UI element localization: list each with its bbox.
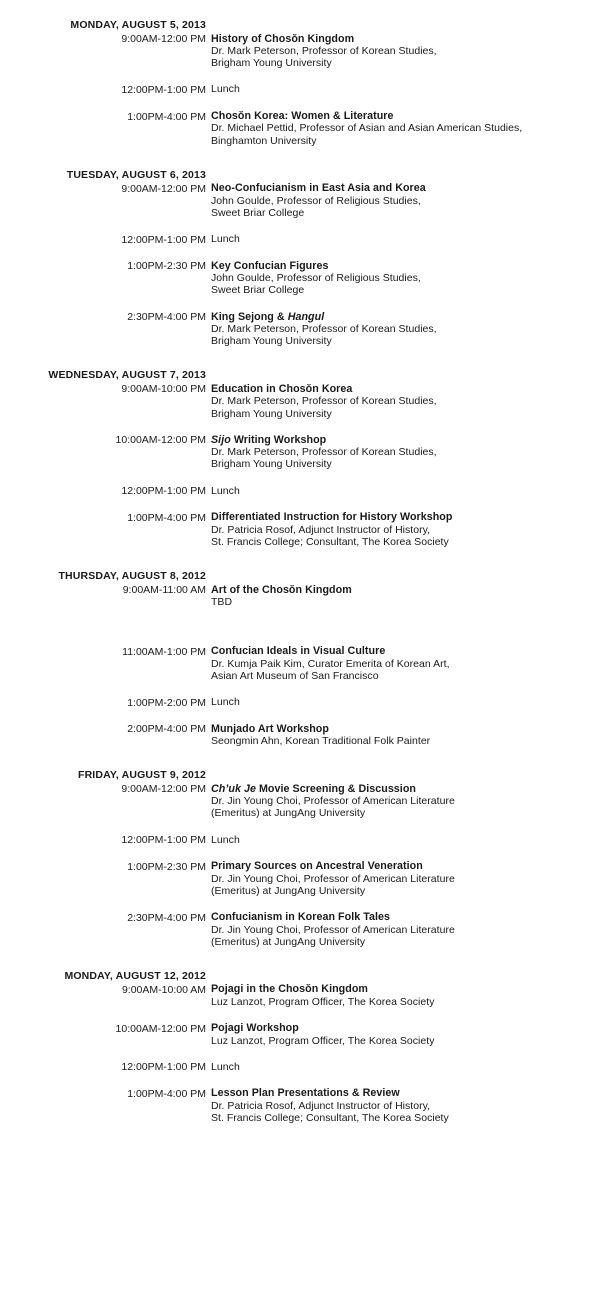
day-block bbox=[0, 369, 616, 548]
day-header: TUESDAY, AUGUST 6, 2013 bbox=[66, 168, 206, 181]
entry-title: Chosŏn Korea: Women & Literature bbox=[211, 110, 394, 123]
entry-title: Lunch bbox=[211, 1060, 240, 1073]
entry-title: History of Chosŏn Kingdom bbox=[211, 32, 355, 45]
entry-title-emphasis: Sijo bbox=[211, 433, 231, 446]
day-block bbox=[0, 769, 616, 948]
entry-description-line: St. Francis College; Consultant, The Korea Society bbox=[211, 535, 449, 548]
entry-title-text: King Sejong & bbox=[211, 310, 288, 323]
entry-title: Lunch bbox=[211, 833, 240, 846]
entry-description-line: Binghamton University bbox=[211, 134, 317, 147]
entry-title: Primary Sources on Ancestral Veneration bbox=[211, 860, 423, 873]
entry-body bbox=[211, 1022, 616, 1047]
entry-description-line: Sweet Briar College bbox=[211, 284, 305, 297]
entry-title: Lunch bbox=[211, 83, 240, 96]
entry-title: Lunch bbox=[211, 233, 240, 246]
entry-title: Pojagi in the Chosŏn Kingdom bbox=[211, 983, 368, 996]
entry-time: 2:30PM-4:00 PM bbox=[127, 311, 206, 324]
entry-body bbox=[211, 182, 616, 219]
day-header: FRIDAY, AUGUST 9, 2012 bbox=[78, 769, 206, 782]
entry-body bbox=[211, 645, 616, 682]
entry-time: 9:00AM-12:00 PM bbox=[121, 33, 206, 45]
entry-title: Munjado Art Workshop bbox=[211, 722, 329, 735]
entry-title-text: Movie Screening & Discussion bbox=[255, 782, 416, 795]
entry-title-emphasis: Ch’uk Je bbox=[211, 782, 256, 795]
entry-description-line: Seongmin Ahn, Korean Traditional Folk Painter bbox=[211, 735, 431, 748]
entry-body bbox=[211, 584, 616, 609]
schedule-entry bbox=[0, 33, 616, 70]
entry-time: 1:00PM-4:00 PM bbox=[127, 511, 206, 524]
entry-title-text: Writing Workshop bbox=[230, 433, 327, 446]
schedule-entry bbox=[0, 911, 616, 948]
entry-body bbox=[211, 783, 616, 820]
schedule-entry bbox=[0, 311, 616, 348]
entry-description-line: Luz Lanzot, Program Officer, The Korea Society bbox=[211, 995, 435, 1008]
entry-time: 12:00PM-1:00 PM bbox=[121, 83, 206, 96]
schedule-entry bbox=[0, 723, 616, 748]
entry-description-line: Dr. Mark Peterson, Professor of Korean Studies, bbox=[211, 446, 437, 459]
day-header: THURSDAY, AUGUST 8, 2012 bbox=[58, 570, 206, 583]
entry-body bbox=[211, 485, 616, 497]
entry-body bbox=[211, 1087, 616, 1124]
schedule-entry bbox=[0, 584, 616, 609]
entry-body bbox=[211, 83, 616, 95]
day-block bbox=[0, 169, 616, 348]
entry-time: 12:00PM-1:00 PM bbox=[121, 485, 206, 498]
schedule-entry bbox=[0, 696, 616, 709]
entry-description-line: Asian Art Museum of San Francisco bbox=[211, 669, 379, 682]
schedule-entry bbox=[0, 1087, 616, 1124]
schedule-entry bbox=[0, 783, 616, 820]
day-block bbox=[0, 570, 616, 747]
entry-title: Pojagi Workshop bbox=[211, 1022, 299, 1035]
entry-title: Differentiated Instruction for History Workshop bbox=[211, 511, 453, 524]
entry-description-line: Dr. Jin Young Choi, Professor of American Literature bbox=[211, 872, 455, 885]
entry-time: 1:00PM-2:00 PM bbox=[127, 696, 206, 709]
schedule-entry bbox=[0, 182, 616, 219]
entry-description-line: Dr. Mark Peterson, Professor of Korean Studies, bbox=[211, 395, 437, 408]
day-header: MONDAY, AUGUST 12, 2012 bbox=[64, 969, 206, 982]
entry-time: 9:00AM-12:00 PM bbox=[121, 182, 206, 195]
entry-time: 9:00AM-11:00 AM bbox=[122, 584, 206, 597]
entry-body bbox=[211, 311, 616, 348]
day-header: WEDNESDAY, AUGUST 7, 2013 bbox=[48, 369, 206, 382]
entry-body bbox=[211, 260, 616, 297]
entry-description-line: Brigham Young University bbox=[211, 57, 332, 70]
entry-description-line: Brigham Young University bbox=[211, 335, 332, 348]
schedule-entry bbox=[0, 83, 616, 96]
entry-body bbox=[211, 1061, 616, 1073]
entry-description-line: Dr. Patricia Rosof, Adjunct Instructor of History, bbox=[211, 1099, 431, 1112]
entry-description-line: (Emeritus) at JungAng University bbox=[211, 935, 366, 948]
entry-description-line: John Goulde, Professor of Religious Studies, bbox=[211, 194, 421, 207]
entry-time: 12:00PM-1:00 PM bbox=[121, 233, 206, 246]
entry-title: Lunch bbox=[211, 696, 240, 709]
day-block bbox=[0, 19, 616, 147]
entry-description-line: (Emeritus) at JungAng University bbox=[211, 807, 366, 820]
entry-body bbox=[211, 511, 616, 548]
schedule-entry bbox=[0, 645, 616, 682]
entry-description-line: Dr. Michael Pettid, Professor of Asian and Asian American Studies, bbox=[211, 122, 523, 135]
entry-description-line: (Emeritus) at JungAng University bbox=[211, 884, 366, 897]
entry-title: Lunch bbox=[211, 484, 240, 497]
schedule-entry bbox=[0, 233, 616, 246]
entry-time: 1:00PM-2:30 PM bbox=[127, 860, 206, 873]
entry-description-line: TBD bbox=[211, 596, 233, 609]
entry-time: 2:00PM-4:00 PM bbox=[127, 723, 206, 736]
entry-body bbox=[211, 383, 616, 420]
entry-time: 1:00PM-2:30 PM bbox=[127, 260, 206, 273]
schedule-entry bbox=[0, 1061, 616, 1074]
entry-body bbox=[211, 434, 616, 471]
schedule-entry bbox=[0, 485, 616, 498]
entry-time: 12:00PM-1:00 PM bbox=[121, 1061, 206, 1074]
entry-body bbox=[211, 33, 616, 70]
schedule-entry bbox=[0, 110, 616, 147]
entry-time: 1:00PM-4:00 PM bbox=[127, 1087, 206, 1100]
entry-description-line: Dr. Jin Young Choi, Professor of American Literature bbox=[211, 923, 455, 936]
entry-time: 9:00AM-10:00 AM bbox=[121, 983, 206, 996]
entry-time: 2:30PM-4:00 PM bbox=[127, 911, 206, 924]
entry-description-line: Brigham Young University bbox=[211, 458, 332, 471]
entry-description-line: Dr. Mark Peterson, Professor of Korean Studies, bbox=[211, 44, 437, 57]
entry-description-line: Dr. Patricia Rosof, Adjunct Instructor of History, bbox=[211, 523, 431, 536]
entry-description-line: Brigham Young University bbox=[211, 407, 332, 420]
entry-time: 9:00AM-10:00 PM bbox=[121, 383, 206, 396]
schedule-entry bbox=[0, 260, 616, 297]
entry-time: 11:00AM-1:00 PM bbox=[122, 645, 206, 658]
entry-body bbox=[211, 834, 616, 846]
entry-description-line: St. Francis College; Consultant, The Korea Society bbox=[211, 1112, 449, 1125]
entry-body bbox=[211, 723, 616, 748]
entry-body bbox=[211, 983, 616, 1008]
schedule-entry bbox=[0, 860, 616, 897]
schedule-entry bbox=[0, 1022, 616, 1047]
entry-title: Education in Chosŏn Korea bbox=[211, 382, 353, 395]
schedule-entry bbox=[0, 434, 616, 471]
entry-title bbox=[211, 434, 616, 446]
entry-description-line: Sweet Briar College bbox=[211, 206, 305, 219]
entry-title: Lesson Plan Presentations & Review bbox=[211, 1087, 400, 1100]
entry-title bbox=[211, 311, 616, 323]
entry-body bbox=[211, 860, 616, 897]
entry-time: 9:00AM-12:00 PM bbox=[121, 783, 206, 796]
entry-title: Key Confucian Figures bbox=[211, 259, 329, 272]
entry-description-line: Dr. Mark Peterson, Professor of Korean Studies, bbox=[211, 323, 437, 336]
entry-time: 10:00AM-12:00 PM bbox=[115, 1022, 206, 1035]
entry-title: Neo-Confucianism in East Asia and Korea bbox=[211, 182, 426, 195]
schedule-entry bbox=[0, 834, 616, 847]
entry-body bbox=[211, 233, 616, 245]
schedule-entry bbox=[0, 511, 616, 548]
entry-time: 12:00PM-1:00 PM bbox=[121, 834, 206, 847]
schedule-entry bbox=[0, 983, 616, 1008]
entry-description-line: John Goulde, Professor of Religious Studies, bbox=[211, 272, 421, 285]
entry-title: Art of the Chosŏn Kingdom bbox=[211, 583, 352, 596]
entry-description-line: Dr. Kumja Paik Kim, Curator Emerita of Korean Art, bbox=[211, 657, 450, 670]
schedule-entry bbox=[0, 383, 616, 420]
entry-body bbox=[211, 911, 616, 948]
entry-description-line: Luz Lanzot, Program Officer, The Korea Society bbox=[211, 1034, 435, 1047]
entry-body bbox=[211, 110, 616, 147]
entry-time: 1:00PM-4:00 PM bbox=[127, 110, 206, 123]
entry-description-line: Dr. Jin Young Choi, Professor of American Literature bbox=[211, 795, 455, 808]
entry-body bbox=[211, 696, 616, 708]
entry-time: 10:00AM-12:00 PM bbox=[115, 434, 206, 447]
day-block bbox=[0, 970, 616, 1124]
entry-title: Confucian Ideals in Visual Culture bbox=[211, 645, 386, 658]
entry-title-emphasis: Hangul bbox=[287, 310, 325, 323]
day-header: MONDAY, AUGUST 5, 2013 bbox=[70, 19, 206, 31]
entry-title: Confucianism in Korean Folk Tales bbox=[211, 911, 391, 924]
entry-title bbox=[211, 783, 616, 795]
